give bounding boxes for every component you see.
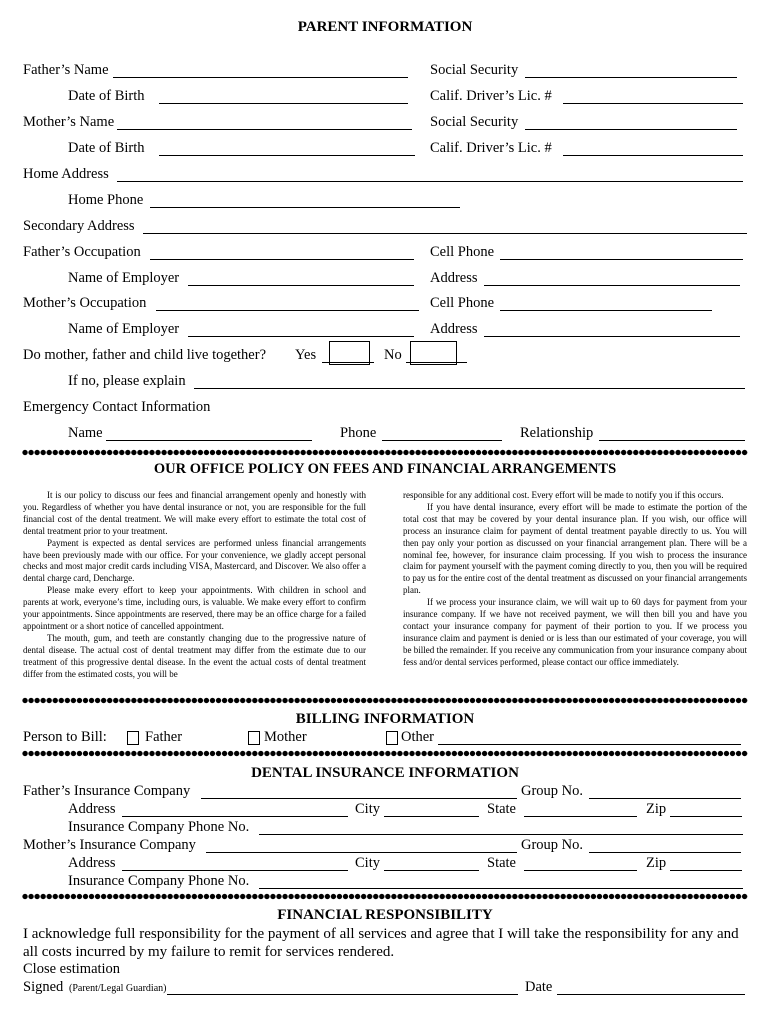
fathers-group-no-field[interactable] [589, 798, 741, 799]
emergency-relationship-label: Relationship [520, 425, 594, 441]
fathers-dob-field[interactable] [159, 103, 408, 104]
no-label: No [384, 347, 402, 363]
fathers-dl-field[interactable] [563, 103, 743, 104]
mothers-name-field[interactable] [117, 129, 412, 130]
live-together-question: Do mother, father and child live together? [23, 347, 267, 363]
close-estimation-label: Close estimation [23, 961, 121, 977]
fathers-employer-field[interactable] [188, 285, 414, 286]
bill-other-label: Other [401, 729, 435, 745]
fathers-occupation-label: Father’s Occupation [23, 244, 141, 260]
city-label-2: City [355, 855, 380, 871]
dotted-divider-3 [22, 750, 748, 757]
person-to-bill-label: Person to Bill: [23, 729, 107, 745]
policy-paragraph: Please make every effort to keep your appointments. With children in school and parents at work, everyone’s time, including ours, is valuable. We make every effort to confirm your appointments. Since appointments are reserved, there may be an office charge for a failed appointment or a short notice of cancelled appointment. [23, 585, 366, 631]
emergency-phone-field[interactable] [382, 440, 502, 441]
mothers-name-label: Mother’s Name [23, 114, 115, 130]
mothers-occupation-label: Mother’s Occupation [23, 295, 147, 311]
fathers-insurance-city-field[interactable] [384, 816, 479, 817]
fathers-employer-address-field[interactable] [484, 285, 740, 286]
signed-note: (Parent/Legal Guardian) [69, 983, 167, 994]
fathers-insurance-company-field[interactable] [201, 798, 517, 799]
bill-other-checkbox[interactable] [386, 731, 398, 745]
mothers-cell-phone-field[interactable] [500, 310, 712, 311]
insurance-address-label-1: Address [68, 801, 116, 817]
bill-father-label: Father [145, 729, 183, 745]
emergency-name-field[interactable] [106, 440, 312, 441]
mothers-group-no-field[interactable] [589, 852, 741, 853]
dotted-divider-4 [22, 893, 748, 900]
insurance-title: DENTAL INSURANCE INFORMATION [251, 765, 519, 781]
fathers-cell-phone-field[interactable] [500, 259, 743, 260]
fathers-name-label: Father’s Name [23, 62, 109, 78]
mothers-employer-address-field[interactable] [484, 336, 740, 337]
city-label-1: City [355, 801, 380, 817]
policy-left-column [23, 490, 366, 681]
calif-dl-label-2: Calif. Driver’s Lic. # [430, 140, 552, 156]
fathers-insurance-phone-field[interactable] [259, 834, 743, 835]
dotted-divider-2 [22, 697, 748, 704]
group-no-label-2: Group No. [521, 837, 584, 853]
emergency-contact-label: Emergency Contact Information [23, 399, 211, 415]
fathers-name-field[interactable] [113, 77, 408, 78]
bill-other-field[interactable] [438, 744, 741, 745]
policy-paragraph: It is our policy to discuss our fees and financial arrangement openly and honestly with you. Regardless of whether you have dental insurance or not, you are responsible for the full financial cost of the dental treatment. We will make every effort to estimate the total cost of dental treatment prior to your treatment. [23, 490, 366, 536]
policy-paragraph: The mouth, gum, and teeth are constantly changing due to the progressive nature of dental disease. The actual cost of dental treatment may differ from the estimate due to our treatment of this progressive dental disease. In the event the actual costs of dental treatment differ from the estimated costs, you will be [23, 632, 366, 679]
no-underline [406, 362, 467, 363]
dotted-divider-1 [22, 449, 748, 456]
policy-paragraph: If we process your insurance claim, we will wait up to 60 days for payment from your insurance company. If we have not received payment, we will then bill you and have you contact your insurance company for payment of their portion to you. If we process you insurance claim and payment is denied or is less than our estimated of your coverage, you will be billed the remainder. If you receive any communication from your insurance company about fess and/or dental services performed, please contact our office immediately. [403, 597, 747, 667]
explain-field[interactable] [194, 388, 745, 389]
date-label: Date [525, 979, 553, 995]
social-security-label-2: Social Security [430, 114, 519, 130]
mothers-insurance-company-field[interactable] [206, 852, 517, 853]
policy-paragraph: If you have dental insurance, every effort will be made to estimate the portion of the total cost that may be covered by your dental insurance plan. If you wish, our office will process an insurance claim for payment of dental treatment payable directly to us. You will then pay only your portion as discussed on your financial arrangement plan. There will be a nominal fee, however, for insurance claim processing. If you wish to process the insurance claim for payment yourself with the payment coming directly to you, then you will be required to pay us for the entire cost of the dental treatment as discussed on your financial arrangements plan. [403, 501, 747, 596]
mothers-insurance-address-field[interactable] [122, 870, 348, 871]
cell-phone-label-1: Cell Phone [430, 244, 495, 260]
mothers-employer-field[interactable] [188, 336, 414, 337]
date-field[interactable] [557, 994, 745, 995]
yes-label: Yes [295, 347, 317, 363]
employer-label-1: Name of Employer [68, 270, 180, 286]
home-address-label: Home Address [23, 166, 109, 182]
home-phone-label: Home Phone [68, 192, 144, 208]
state-label-2: State [487, 855, 516, 871]
employer-address-label-2: Address [430, 321, 478, 337]
zip-label-2: Zip [646, 855, 667, 871]
cell-phone-label-2: Cell Phone [430, 295, 495, 311]
mothers-occupation-field[interactable] [156, 310, 419, 311]
emergency-phone-label: Phone [340, 425, 377, 441]
insurance-phone-label-1: Insurance Company Phone No. [68, 819, 250, 835]
secondary-address-label: Secondary Address [23, 218, 135, 234]
signed-label: Signed [23, 979, 64, 995]
mothers-dob-field[interactable] [159, 155, 415, 156]
insurance-phone-label-2: Insurance Company Phone No. [68, 873, 250, 889]
employer-address-label-1: Address [430, 270, 478, 286]
mothers-insurance-company-label: Mother’s Insurance Company [23, 837, 196, 853]
billing-title: BILLING INFORMATION [295, 711, 475, 727]
parent-info-title: PARENT INFORMATION [297, 19, 473, 35]
emergency-relationship-field[interactable] [599, 440, 745, 441]
fathers-insurance-company-label: Father’s Insurance Company [23, 783, 191, 799]
social-security-label-1: Social Security [430, 62, 519, 78]
date-of-birth-label-1: Date of Birth [68, 88, 145, 104]
fathers-occupation-field[interactable] [150, 259, 414, 260]
bill-father-checkbox[interactable] [127, 731, 139, 745]
explain-label: If no, please explain [68, 373, 186, 389]
employer-label-2: Name of Employer [68, 321, 180, 337]
fathers-insurance-state-field[interactable] [524, 816, 637, 817]
financial-title: FINANCIAL RESPONSIBILITY [277, 907, 493, 923]
home-address-field[interactable] [117, 181, 743, 182]
mothers-insurance-phone-field[interactable] [259, 888, 743, 889]
mothers-insurance-city-field[interactable] [384, 870, 479, 871]
mothers-social-security-field[interactable] [525, 129, 737, 130]
policy-title: OUR OFFICE POLICY ON FEES AND FINANCIAL ARRANGEMENTS [153, 461, 617, 477]
state-label-1: State [487, 801, 516, 817]
home-phone-field[interactable] [150, 207, 460, 208]
bill-mother-checkbox[interactable] [248, 731, 260, 745]
policy-paragraph: Payment is expected as dental services are performed unless financial arrangements have been previously made with our office. For your convenience, we gladly accept personal checks and most major credit cards including VISA, Mastercard, and Discover. We also offer a dental charge card, Dencharge. [23, 537, 366, 584]
policy-right-column [403, 490, 747, 669]
yes-underline [322, 362, 374, 363]
signature-field[interactable] [167, 994, 518, 995]
mothers-insurance-zip-field[interactable] [670, 870, 742, 871]
mothers-insurance-state-field[interactable] [524, 870, 637, 871]
date-of-birth-label-2: Date of Birth [68, 140, 145, 156]
fathers-social-security-field[interactable] [525, 77, 737, 78]
insurance-address-label-2: Address [68, 855, 116, 871]
zip-label-1: Zip [646, 801, 667, 817]
secondary-address-field[interactable] [143, 233, 747, 234]
policy-paragraph: responsible for any additional cost. Every effort will be made to notify you if this occurs. [403, 490, 724, 500]
bill-mother-label: Mother [264, 729, 307, 745]
mothers-dl-field[interactable] [563, 155, 743, 156]
calif-dl-label-1: Calif. Driver’s Lic. # [430, 88, 552, 104]
fathers-insurance-zip-field[interactable] [670, 816, 742, 817]
financial-statement: I acknowledge full responsibility for the payment of all services and agree that I will take the responsibility for any and all costs incurred by my failure to remit for services rendered. [23, 926, 739, 960]
group-no-label-1: Group No. [521, 783, 584, 799]
fathers-insurance-address-field[interactable] [122, 816, 348, 817]
emergency-name-label: Name [68, 425, 103, 441]
